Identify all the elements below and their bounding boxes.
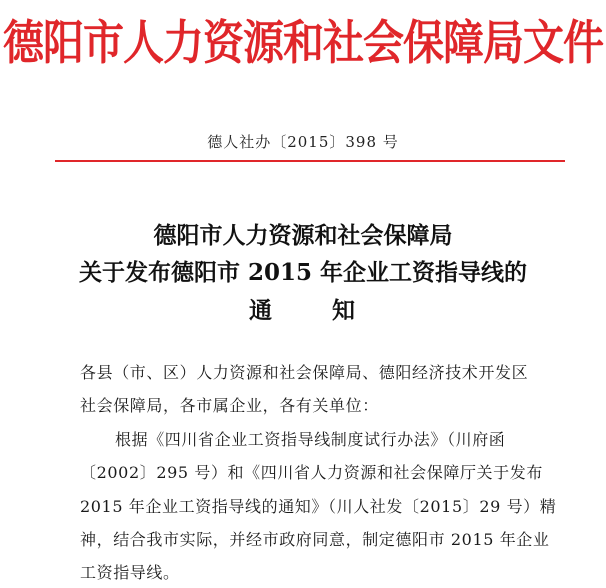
paragraph-line-4: 神，结合我市实际，并经市政府同意，制定德阳市 2015 年企业: [80, 530, 550, 549]
notice-title-line-1: 德阳市人力资源和社会保障局: [153, 222, 453, 249]
document-number: 德人社办〔2015〕398 号: [207, 133, 399, 151]
notice-title-line-2: 关于发布德阳市 2015 年企业工资指导线的: [78, 259, 528, 286]
paragraph-line-5: 工资指导线。: [80, 563, 180, 582]
notice-title-line-3: [0, 296, 606, 326]
paragraph-line-1: 根据《四川省企业工资指导线制度试行办法》（川府函: [115, 430, 506, 449]
notice-title-char-1: 通: [249, 297, 274, 324]
paragraph-line-2: 〔2002〕295 号）和《四川省人力资源和社会保障厅关于发布: [80, 463, 543, 482]
addressee-line-1: 各县（市、区）人力资源和社会保障局、德阳经济技术开发区: [80, 363, 529, 382]
red-divider-line: [55, 160, 565, 162]
addressee-line-2: 社会保障局，各市属企业，各有关单位：: [80, 396, 379, 415]
paragraph-line-3: 2015 年企业工资指导线的通知》（川人社发〔2015〕29 号）精: [80, 497, 557, 516]
letterhead-title: 德阳市人力资源和社会保障局文件: [3, 15, 603, 71]
notice-title-char-2: 知: [332, 297, 357, 324]
